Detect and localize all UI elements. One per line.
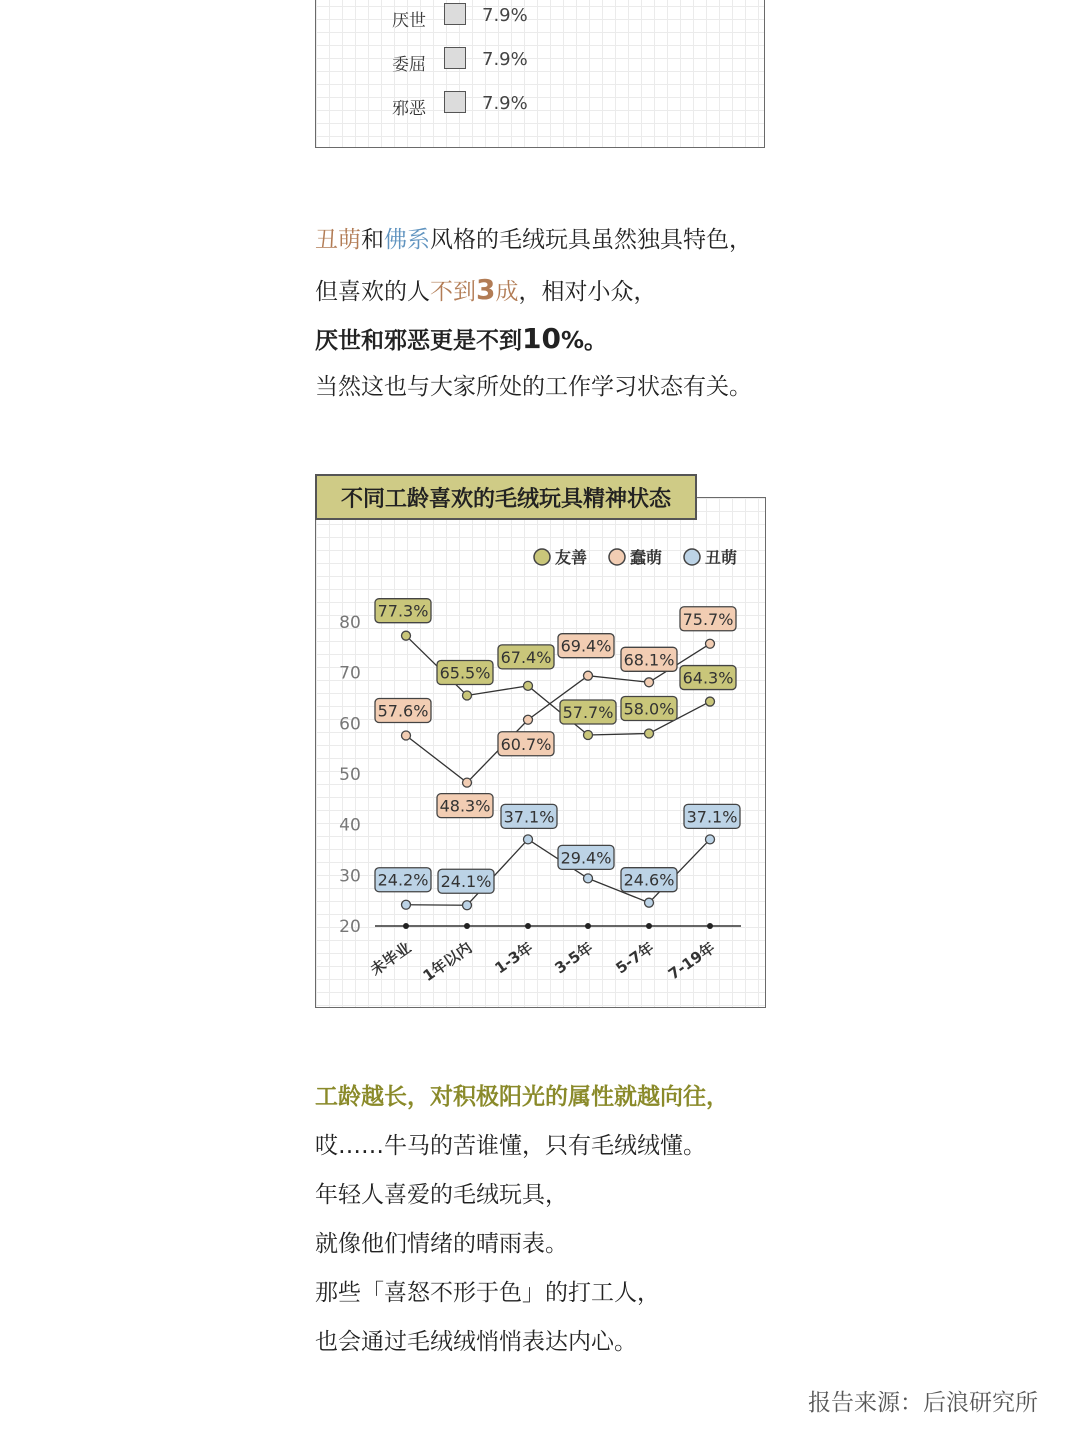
x-tick-dot <box>464 923 470 929</box>
x-tick-dot <box>646 923 652 929</box>
x-tick-label: 1-3年 <box>491 938 537 978</box>
x-tick-label: 未毕业 <box>367 938 415 980</box>
data-label: 24.1% <box>440 872 492 892</box>
list-item <box>316 88 766 118</box>
data-label: 58.0% <box>623 699 675 719</box>
item-value: 7.9% <box>482 5 528 26</box>
data-point <box>402 900 411 909</box>
data-point <box>463 901 472 910</box>
text: ，相对小众， <box>518 279 657 305</box>
data-point <box>584 874 593 883</box>
source-note: 报告来源：后浪研究所 <box>808 1390 1038 1416</box>
x-tick-label: 1年以内 <box>419 938 476 986</box>
text: 当然这也与大家所处的工作学习状态有关。 <box>315 374 752 400</box>
x-tick-dot <box>525 923 531 929</box>
text: 哎……牛马的苦谁懂，只有毛绒绒懂。 <box>315 1133 706 1159</box>
bar-swatch <box>444 3 466 25</box>
text: 和 <box>361 227 384 253</box>
data-label: 29.4% <box>560 848 612 868</box>
list-item <box>316 0 766 30</box>
data-point <box>524 715 533 724</box>
x-tick-label: 5-7年 <box>612 938 658 978</box>
legend-label: 蠢萌 <box>630 548 663 567</box>
data-label: 65.5% <box>439 663 491 683</box>
item-label: 邪恶 <box>392 99 426 119</box>
highlight-foxi: 佛系 <box>384 227 430 253</box>
line-chart <box>315 497 766 1008</box>
data-label: 68.1% <box>623 650 675 670</box>
y-tick-label: 50 <box>339 765 361 785</box>
paragraph-2 <box>315 1073 729 1367</box>
data-point <box>584 730 593 739</box>
highlight-text: 成 <box>495 279 519 305</box>
text: 那些「喜怒不形于色」的打工人， <box>315 1280 660 1306</box>
bold-text: %。 <box>560 328 608 354</box>
data-point <box>463 691 472 700</box>
data-label: 60.7% <box>500 734 552 754</box>
item-value: 7.9% <box>482 93 528 114</box>
legend-marker <box>534 549 550 565</box>
x-tick-dot <box>707 923 713 929</box>
highlight-line: 工龄越长，对积极阳光的属性就越向往， <box>315 1084 729 1110</box>
data-point <box>402 731 411 740</box>
data-label: 77.3% <box>377 601 429 621</box>
list-item <box>316 44 766 74</box>
data-label: 24.2% <box>377 870 429 890</box>
data-label: 64.3% <box>682 668 734 688</box>
data-label: 24.6% <box>623 870 675 890</box>
data-label: 69.4% <box>560 636 612 656</box>
data-point <box>524 681 533 690</box>
bar-swatch <box>444 47 466 69</box>
data-label: 48.3% <box>439 796 491 816</box>
text: 风格的毛绒玩具虽然独具特色， <box>430 227 752 253</box>
data-point <box>645 729 654 738</box>
y-tick-label: 70 <box>339 663 361 684</box>
data-label: 37.1% <box>686 807 738 827</box>
data-point <box>584 671 593 680</box>
x-tick-dot <box>585 923 591 929</box>
bar-swatch <box>444 91 466 113</box>
data-point <box>524 835 533 844</box>
chart-title: 不同工龄喜欢的毛绒玩具精神状态 <box>315 474 697 520</box>
bold-number: 10 <box>522 322 561 355</box>
data-label: 57.6% <box>377 701 429 721</box>
data-point <box>706 639 715 648</box>
x-tick-label: 3-5年 <box>551 938 597 978</box>
paragraph-1 <box>315 216 752 412</box>
text: 年轻人喜爱的毛绒玩具， <box>315 1182 568 1208</box>
legend-marker <box>684 549 700 565</box>
data-label: 37.1% <box>503 807 555 827</box>
data-label: 75.7% <box>682 609 734 629</box>
text: 但喜欢的人 <box>315 279 430 305</box>
legend-label: 丑萌 <box>705 548 738 567</box>
text: 就像他们情绪的晴雨表。 <box>315 1231 568 1257</box>
x-tick-label: 7-19年 <box>664 938 719 984</box>
text: 也会通过毛绒绒悄悄表达内心。 <box>315 1329 637 1355</box>
y-tick-label: 30 <box>339 866 361 887</box>
data-label: 67.4% <box>500 647 552 667</box>
y-tick-label: 40 <box>339 815 361 836</box>
legend-label: 友善 <box>555 548 588 567</box>
highlight-text: 不到 <box>430 279 476 305</box>
data-point <box>645 678 654 687</box>
data-point <box>402 631 411 640</box>
x-tick-dot <box>403 923 409 929</box>
item-label: 委屈 <box>392 55 426 75</box>
legend-marker <box>609 549 625 565</box>
y-tick-label: 60 <box>339 714 361 735</box>
highlight-number: 3 <box>476 273 496 306</box>
top-bar-card <box>315 0 765 148</box>
data-point <box>463 778 472 787</box>
y-tick-label: 80 <box>339 613 361 633</box>
data-point <box>706 697 715 706</box>
data-label: 57.7% <box>562 702 614 722</box>
bold-text: 厌世和邪恶更是不到 <box>315 328 522 354</box>
item-value: 7.9% <box>482 49 528 70</box>
y-tick-label: 20 <box>339 917 361 937</box>
item-label: 厌世 <box>392 11 426 31</box>
data-point <box>645 898 654 907</box>
data-point <box>706 835 715 844</box>
highlight-choumeng: 丑萌 <box>315 227 361 253</box>
